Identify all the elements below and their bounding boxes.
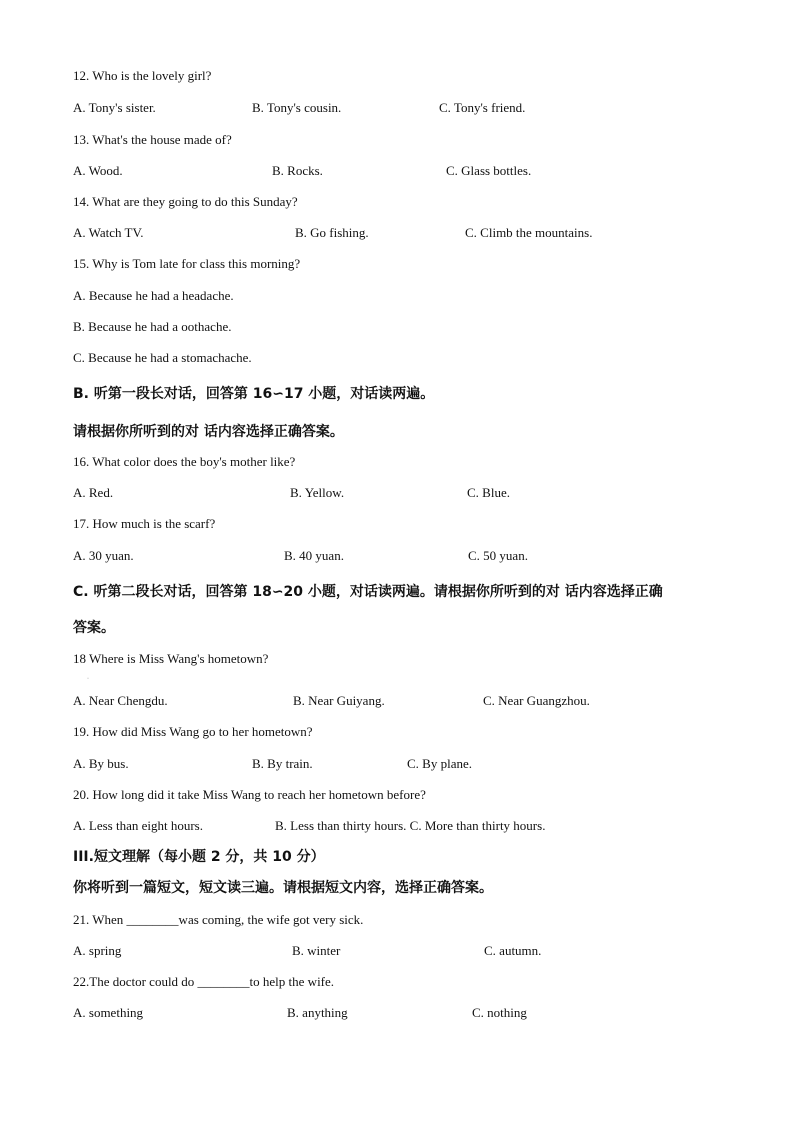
q16-option-a: A. Red. [73, 485, 114, 500]
q19-option-a: A. By bus. [73, 756, 129, 771]
q13-option-b: B. Rocks. [272, 163, 323, 178]
q19-option-c: C. By plane. [407, 756, 472, 771]
q21-stem: 21. When ________was coming, the wife got very sick. [73, 912, 364, 927]
q17-option-a: A. 30 yuan. [73, 548, 134, 563]
q15-option-b: B. Because he had a oothache. [73, 319, 232, 334]
section-iii-title: III.短文理解（每小题 2 分，共 10 分） [73, 849, 325, 865]
q18-option-b: B. Near Guiyang. [293, 693, 385, 708]
q18-stem: 18 Where is Miss Wang's hometown? [73, 651, 269, 666]
q14-stem: 14. What are they going to do this Sunday? [73, 194, 298, 209]
q13-option-c: C. Glass bottles. [446, 163, 532, 178]
q20-option-a: A. Less than eight hours. [73, 818, 203, 833]
q17-option-c: C. 50 yuan. [468, 548, 528, 563]
q14-option-c: C. Climb the mountains. [465, 225, 593, 240]
q15-option-c: C. Because he had a stomachache. [73, 350, 252, 365]
q22-option-a: A. something [73, 1005, 144, 1020]
q18-option-c: C. Near Guangzhou. [483, 693, 590, 708]
q21-option-b: B. winter [292, 943, 341, 958]
q15-option-a: A. Because he had a headache. [73, 288, 234, 303]
q14-option-a: A. Watch TV. [73, 225, 144, 240]
q12-stem: 12. Who is the lovely girl? [73, 68, 212, 83]
section-b-heading: B. 听第一段长对话，回答第 16∽17 小题，对话读两遍。 [73, 386, 435, 402]
q20-option-bc: B. Less than thirty hours. C. More than thirty hours. [275, 818, 546, 833]
q19-option-b: B. By train. [252, 756, 313, 771]
section-c-heading-cont: 答案。 [73, 620, 115, 636]
q12-option-a: A. Tony's sister. [73, 100, 156, 115]
q16-option-b: B. Yellow. [290, 485, 345, 500]
q12-option-c: C. Tony's friend. [439, 100, 526, 115]
q21-option-c: C. autumn. [484, 943, 542, 958]
section-c-heading: C. 听第二段长对话，回答第 18∽20 小题，对话读两遍。请根据你所听到的对 话内容选择正确 [73, 584, 663, 600]
q22-option-c: C. nothing [472, 1005, 527, 1020]
q14-option-b: B. Go fishing. [295, 225, 369, 240]
q16-stem: 16. What color does the boy's mother like? [73, 454, 296, 469]
q17-option-b: B. 40 yuan. [284, 548, 344, 563]
q12-option-b: B. Tony's cousin. [252, 100, 342, 115]
q19-stem: 19. How did Miss Wang go to her hometown? [73, 724, 313, 739]
q22-stem: 22.The doctor could do ________to help the wife. [73, 974, 335, 989]
section-b-instruction: 请根据你所听到的对 话内容选择正确答案。 [73, 424, 344, 440]
q21-option-a: A. spring [73, 943, 122, 958]
q15-stem: 15. Why is Tom late for class this morning? [73, 256, 301, 271]
q13-option-a: A. Wood. [73, 163, 123, 178]
q22-option-b: B. anything [287, 1005, 348, 1020]
q17-stem: 17. How much is the scarf? [73, 516, 216, 531]
q20-stem: 20. How long did it take Miss Wang to reach her hometown before? [73, 787, 426, 802]
section-iii-instruction: 你将听到一篇短文，短文读三遍。请根据短文内容，选择正确答案。 [73, 880, 493, 896]
q16-option-c: C. Blue. [467, 485, 510, 500]
q13-stem: 13. What's the house made of? [73, 132, 232, 147]
q18-option-a: A. Near Chengdu. [73, 693, 168, 708]
stray-mark: · [87, 676, 89, 682]
